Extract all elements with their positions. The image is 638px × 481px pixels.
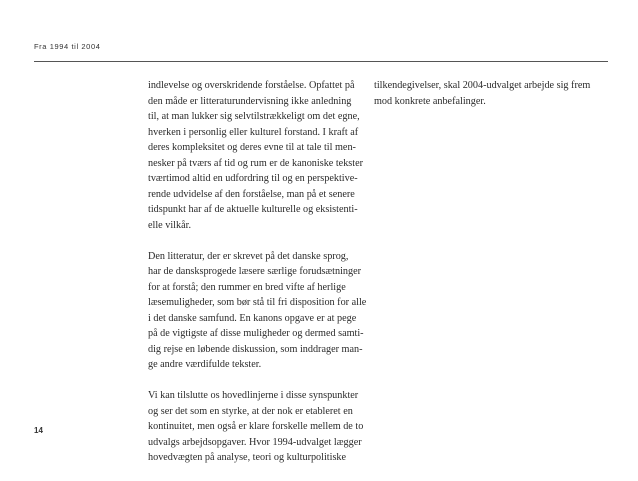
text-line: til, at man lukker sig selvtilstrækkeligt om det egne, bbox=[148, 111, 360, 122]
text-line: har de dansksprogede læsere særlige forudsætninger bbox=[148, 266, 362, 277]
running-header: Fra 1994 til 2004 bbox=[34, 42, 101, 51]
text-line: udvalgs arbejdsopgaver. Hvor 1994-udvalget lægger bbox=[148, 436, 362, 448]
text-line: tidspunkt har af de aktuelle kulturelle og eksistenti- bbox=[148, 204, 358, 215]
text-line: læsemuligheder, som bør stå til fri disposition for alle bbox=[148, 297, 367, 308]
text-line: mod konkrete anbefalinger. bbox=[374, 95, 486, 107]
text-line: ge andre værdifulde tekster. bbox=[148, 359, 262, 370]
text-line: i det danske samfund. En kanons opgave er at pege bbox=[148, 312, 357, 324]
paragraph-2 bbox=[148, 249, 380, 373]
text-line: på de vigtigste af disse muligheder og dermed samti- bbox=[148, 328, 364, 339]
text-line: tværtimod altid en udfordring til og en perspektive- bbox=[148, 173, 358, 184]
paragraph-1 bbox=[148, 78, 380, 233]
text-line: den måde er litteraturundervisning ikke anledning bbox=[148, 95, 352, 107]
right-text-column bbox=[374, 78, 614, 125]
text-line: hverken i personlig eller kulturel forstand. I kraft af bbox=[148, 126, 359, 138]
text-line: elle vilkår. bbox=[148, 219, 191, 231]
paragraph-4 bbox=[374, 78, 614, 109]
text-line: rende udvidelse af den forståelse, man på et senere bbox=[148, 188, 355, 200]
page-number: 14 bbox=[34, 426, 43, 435]
text-line: kontinuitet, men også er klare forskelle mellem de to bbox=[148, 421, 364, 432]
text-line: Den litteratur, der er skrevet på det danske sprog, bbox=[148, 250, 349, 262]
text-line: deres kompleksitet og deres evne til at tale til men- bbox=[148, 142, 356, 153]
header-rule bbox=[34, 61, 608, 62]
paragraph-3 bbox=[148, 388, 380, 466]
text-line: Vi kan tilslutte os hovedlinjerne i disse synspunkter bbox=[148, 390, 359, 401]
left-text-column bbox=[148, 78, 380, 481]
text-line: dig rejse en løbende diskussion, som inddrager man- bbox=[148, 343, 363, 355]
text-line: og ser det som en styrke, at der nok er etableret en bbox=[148, 405, 353, 417]
text-line: indlevelse og overskridende forståelse. Opfattet på bbox=[148, 80, 355, 91]
text-line: hovedvægten på analyse, teori og kulturpolitiske bbox=[148, 452, 347, 463]
text-line: for at forstå; den rummer en bred vifte af herlige bbox=[148, 281, 346, 293]
text-line: nesker på tværs af tid og rum er de kanoniske tekster bbox=[148, 157, 364, 169]
text-line: tilkendegivelser, skal 2004-udvalget arbejde sig frem bbox=[374, 80, 591, 91]
